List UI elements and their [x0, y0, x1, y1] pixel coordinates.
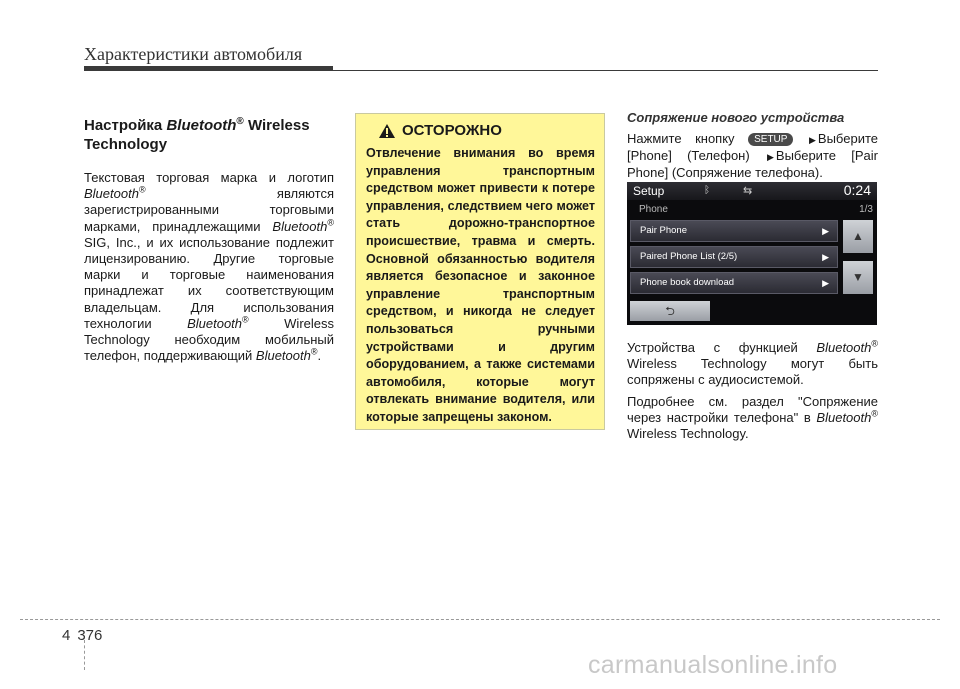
page-number-value: 376 [77, 627, 103, 644]
reg-mark: ® [871, 408, 878, 419]
warning-box [355, 113, 605, 430]
screen-clock: 0:24 [843, 182, 871, 198]
menu-item-pair-phone[interactable] [630, 220, 838, 242]
step-text-2: Выберите [Phone] (Телефон) [627, 131, 878, 164]
screen-scrollbar [843, 220, 873, 294]
bluetooth-icon: ᛒ [704, 185, 710, 196]
reference-paragraph [627, 394, 878, 443]
brand-text: Bluetooth [816, 340, 872, 355]
page-header-title: Характеристики автомобиля [84, 44, 303, 64]
brand-text: Bluetooth [272, 218, 328, 234]
brand-text: Bluetooth [255, 348, 311, 364]
screen-title: Setup [633, 184, 665, 198]
scroll-up-button[interactable]: ▲ [843, 220, 873, 253]
back-button[interactable]: ⮌ [630, 301, 710, 321]
chevron-right-icon: ▶ [822, 252, 829, 262]
pairing-subhead: Сопряжение нового устройства [627, 110, 845, 125]
screen-page-indicator: 1/3 [859, 204, 873, 215]
title-text: Настройка [84, 117, 167, 134]
reg-mark: ® [327, 217, 334, 228]
chevron-right-icon: ▶ [822, 278, 829, 288]
step-text-3: Выберите [Pair Phone] (Сопряжение телефона). [627, 148, 878, 181]
usb-icon: ⇆ [743, 185, 753, 197]
watermark: carmanualsonline.info [588, 651, 838, 679]
reference-text-2: Wireless Technology. [627, 426, 749, 442]
header-rule-thin [84, 70, 878, 71]
title-reg-mark: ® [236, 116, 244, 127]
reg-mark: ® [871, 338, 878, 349]
brand-text: Bluetooth [816, 409, 872, 425]
step-arrow-icon: ▶ [809, 135, 816, 145]
screen-category: Phone [639, 204, 668, 215]
pairing-steps [627, 131, 878, 182]
intro-text-2: являются зарегистрированными торговыми марками, принадлежащими [84, 186, 334, 234]
warning-header [378, 122, 595, 139]
intro-text-3: SIG, Inc., и их использование подлежит лицензированию. Другие торговые марки и торговые наименования принадлежат их соответствующим владельцам. Для использования технологии [84, 234, 334, 331]
pairing-notes [627, 340, 878, 447]
head-unit-screen [627, 182, 877, 325]
footer-divider [20, 619, 940, 620]
setup-key-badge: SETUP [748, 133, 793, 146]
intro-text-1: Текстовая торговая марка и логотип [84, 170, 334, 185]
step-arrow-icon: ▶ [766, 152, 774, 163]
bluetooth-intro-column [84, 112, 334, 364]
chapter-number: 4 [62, 627, 71, 644]
title-brand: Bluetooth [166, 117, 237, 134]
pairing-column [627, 110, 878, 187]
menu-item-paired-list[interactable] [630, 246, 838, 268]
intro-paragraph [84, 170, 334, 364]
warning-triangle-icon [378, 123, 396, 139]
brand-text: Bluetooth [84, 186, 139, 202]
menu-item-label: Phone book download [640, 277, 735, 288]
compat-text-1: Устройства с функцией [627, 340, 817, 355]
compat-paragraph [627, 340, 878, 389]
step-text-1: Нажмите кнопку [627, 131, 749, 146]
reg-mark: ® [242, 314, 249, 325]
scroll-down-button[interactable]: ▼ [843, 261, 873, 294]
title-text-post: Wireless Technology [84, 117, 310, 153]
chevron-right-icon: ▶ [822, 226, 829, 236]
intro-text-5: . [317, 348, 322, 364]
reg-mark: ® [138, 184, 146, 195]
menu-item-label: Pair Phone [640, 225, 688, 236]
compat-text-2: Wireless Technology могут быть сопряжены с аудиосистемой. [627, 356, 878, 388]
page-number [62, 627, 102, 644]
brand-text: Bluetooth [187, 315, 243, 331]
section-title [84, 112, 334, 154]
menu-item-phonebook[interactable] [630, 272, 838, 294]
intro-text-4: Wireless Technology необходим мобильный телефон, поддерживающий [84, 315, 334, 364]
menu-item-label: Paired Phone List (2/5) [640, 251, 738, 262]
warning-title: ОСТОРОЖНО [402, 122, 502, 139]
warning-text: Отвлечение внимания во время управления транспортным средством может привести к потере управления, следствием чего может стать дорожно-транспортное происшествие, травма и смерть. Основной обязанностью водителя является безопасное и законное управление транспортным средством, и никогда не следует пользоваться ручными устройствами и другим оборудованием, а также системами автомобиля, которые могут отвлекать внимание водителя, или которые запрещены законом. [366, 146, 595, 424]
reg-mark: ® [310, 346, 318, 357]
footer-vertical-divider [84, 640, 85, 670]
reference-text-1: Подробнее см. раздел "Сопряжение через настройки телефона" в [627, 393, 878, 425]
